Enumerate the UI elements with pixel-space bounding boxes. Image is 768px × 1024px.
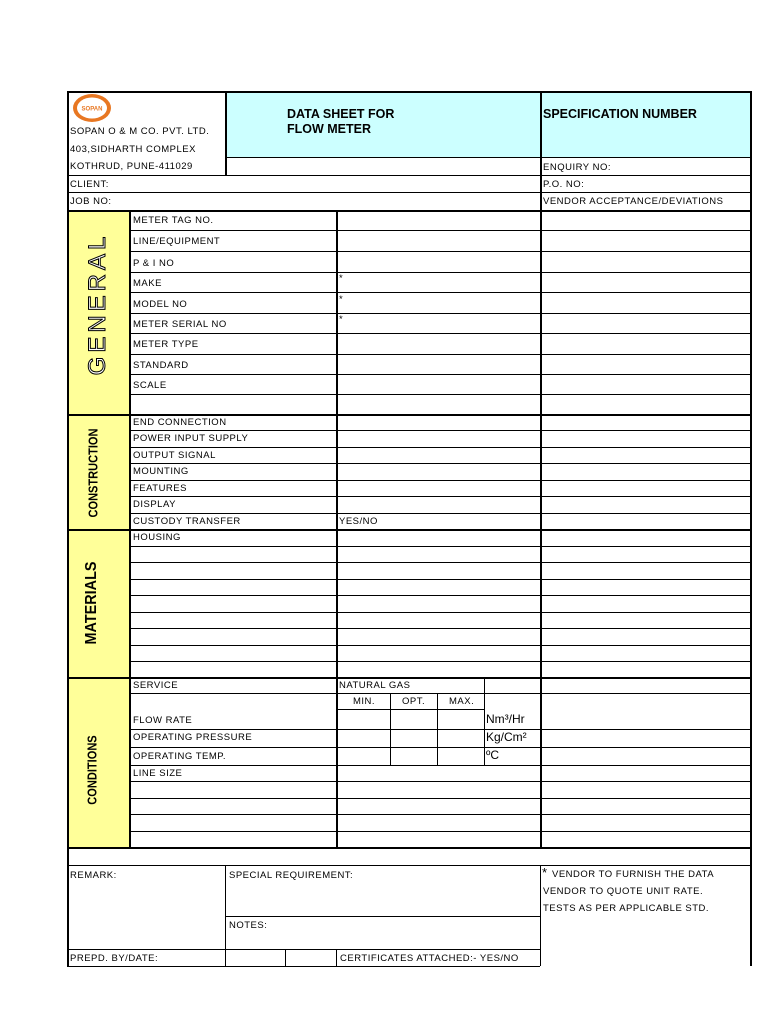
section-label-materials: MATERIALS xyxy=(83,561,100,645)
grid-line xyxy=(129,595,751,596)
po-label: P.O. NO: xyxy=(543,179,585,190)
row-label-line-size: LINE SIZE xyxy=(133,768,183,779)
footer-line-bottom xyxy=(67,966,540,967)
section-divider xyxy=(67,847,752,849)
line-175 xyxy=(67,175,751,176)
client-label: CLIENT: xyxy=(70,179,109,190)
section-divider xyxy=(67,414,752,416)
row-label-output-signal: OUTPUT SIGNAL xyxy=(133,450,216,461)
grid-line xyxy=(129,354,751,355)
row-label-scale: SCALE xyxy=(133,380,167,391)
grid-line xyxy=(129,313,751,314)
vendor-acceptance-label: VENDOR ACCEPTANCE/DEVIATIONS xyxy=(543,196,724,207)
grid-line xyxy=(129,430,751,431)
grid-line xyxy=(129,831,751,832)
grid-line xyxy=(129,628,751,629)
section-divider xyxy=(67,529,752,531)
row-label-meter-serial: METER SERIAL NO xyxy=(133,319,227,330)
row-label-operating-pressure: OPERATING PRESSURE xyxy=(133,732,253,743)
opt-max-divider xyxy=(437,693,438,765)
asterisk-serial: * xyxy=(339,314,344,325)
section-divider xyxy=(67,677,752,679)
grid-line xyxy=(129,579,751,580)
col-header-opt: OPT. xyxy=(402,696,426,707)
grid-line xyxy=(129,747,751,748)
row-label-mounting: MOUNTING xyxy=(133,466,189,477)
grid-line xyxy=(129,645,751,646)
grid-line xyxy=(129,612,751,613)
grid-line xyxy=(129,661,751,662)
row-label-meter-type: METER TYPE xyxy=(133,339,199,350)
asterisk-make: * xyxy=(339,273,344,284)
col-header-min: MIN. xyxy=(353,696,376,707)
grid-line xyxy=(129,496,751,497)
footer-line-top xyxy=(67,865,751,866)
grid-line-sub xyxy=(336,709,484,710)
line-210 xyxy=(67,210,752,212)
sopan-logo-icon xyxy=(72,93,112,123)
footer-line-notes xyxy=(225,916,540,917)
footer-col-2 xyxy=(540,865,541,966)
col-line-title-left xyxy=(225,91,227,176)
grid-line xyxy=(129,230,751,231)
grid-line xyxy=(129,781,751,782)
line-192 xyxy=(67,192,751,193)
special-requirement-label: SPECIAL REQUIREMENT: xyxy=(229,870,354,881)
company-name: SOPAN O & M CO. PVT. LTD. xyxy=(70,126,210,137)
footer-col-prepd-1 xyxy=(285,949,286,966)
row-label-make: MAKE xyxy=(133,278,162,289)
row-label-custody-transfer: CUSTODY TRANSFER xyxy=(133,516,241,527)
grid-line xyxy=(129,333,751,334)
footer-line-prepd xyxy=(67,949,540,950)
grid-line xyxy=(129,765,751,766)
row-label-meter-tag: METER TAG NO. xyxy=(133,215,214,226)
grid-line xyxy=(129,798,751,799)
row-label-flow-rate: FLOW RATE xyxy=(133,715,193,726)
grid-line xyxy=(129,463,751,464)
note-asterisk: * xyxy=(542,865,548,880)
note-vendor-quote: VENDOR TO QUOTE UNIT RATE. xyxy=(543,886,704,897)
section-label-construction: CONSTRUCTION xyxy=(85,428,101,518)
row-label-p-and-i: P & I NO xyxy=(133,258,175,269)
row-label-service: SERVICE xyxy=(133,680,179,691)
row-label-line-equipment: LINE/EQUIPMENT xyxy=(133,236,221,247)
remark-label: REMARK: xyxy=(70,870,117,881)
grid-line xyxy=(129,394,751,395)
grid-line xyxy=(129,374,751,375)
row-label-model-no: MODEL NO xyxy=(133,299,188,310)
grid-line xyxy=(129,562,751,563)
row-label-housing: HOUSING xyxy=(133,532,181,543)
grid-line xyxy=(129,292,751,293)
grid-line xyxy=(129,814,751,815)
row-label-features: FEATURES xyxy=(133,483,187,494)
section-label-conditions: CONDITIONS xyxy=(84,735,100,805)
section-label-general: GENERAL xyxy=(84,232,111,376)
grid-line xyxy=(129,447,751,448)
note-tests: TESTS AS PER APPLICABLE STD. xyxy=(543,903,710,914)
page-title-line2: FLOW METER xyxy=(287,122,372,136)
service-value: NATURAL GAS xyxy=(339,680,411,691)
footer-col-1 xyxy=(225,865,226,966)
row-label-power-input: POWER INPUT SUPPLY xyxy=(133,433,249,444)
custody-transfer-value: YES/NO xyxy=(339,516,378,527)
grid-line xyxy=(129,272,751,273)
grid-line xyxy=(129,693,751,694)
spec-cell-bg xyxy=(541,92,751,157)
specification-number-label: SPECIFICATION NUMBER xyxy=(543,107,697,121)
svg-text:SOPAN: SOPAN xyxy=(81,106,103,113)
row-label-end-connection: END CONNECTION xyxy=(133,417,227,428)
asterisk-model: * xyxy=(339,294,344,305)
row-label-operating-temp: OPERATING TEMP. xyxy=(133,751,227,762)
max-unit-divider xyxy=(484,677,485,765)
company-address-1: 403,SIDHARTH COMPLEX xyxy=(70,144,196,155)
pressure-unit: Kg/Cm² xyxy=(486,730,527,744)
prepd-by-label: PREPD. BY/DATE: xyxy=(70,953,159,964)
company-address-2: KOTHRUD, PUNE-411029 xyxy=(70,161,193,172)
grid-line xyxy=(129,546,751,547)
border-top xyxy=(67,91,752,93)
grid-line xyxy=(129,513,751,514)
col-line-vendor xyxy=(540,91,542,848)
temp-unit: ºC xyxy=(486,748,500,762)
grid-line xyxy=(129,251,751,252)
grid-line xyxy=(129,480,751,481)
job-label: JOB NO: xyxy=(70,196,112,207)
row-label-standard: STANDARD xyxy=(133,360,189,371)
page-title xyxy=(287,107,394,137)
grid-line xyxy=(129,729,751,730)
row-label-display: DISPLAY xyxy=(133,499,176,510)
certificates-attached-label: CERTIFICATES ATTACHED:- YES/NO xyxy=(340,953,519,964)
footer-col-prepd-2 xyxy=(336,949,337,966)
enquiry-label: ENQUIRY NO: xyxy=(543,162,611,173)
note-vendor-furnish: VENDOR TO FURNISH THE DATA xyxy=(552,869,715,880)
col-header-max: MAX. xyxy=(449,696,475,707)
flow-rate-unit: Nm³/Hr xyxy=(486,712,525,726)
min-opt-divider xyxy=(390,693,391,765)
notes-label: NOTES: xyxy=(229,920,268,931)
line-157 xyxy=(225,157,751,158)
page-title-line1: DATA SHEET FOR xyxy=(287,107,395,121)
